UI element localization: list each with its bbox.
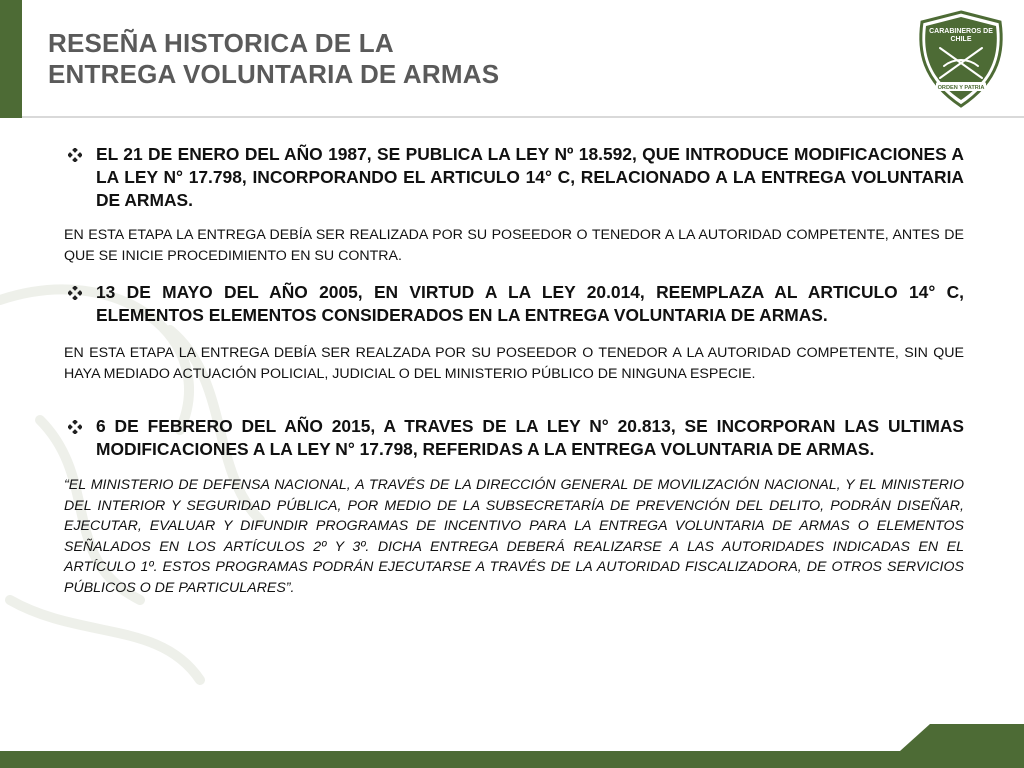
carabineros-shield-icon: [914, 10, 1008, 108]
logo-top-text-1: CARABINEROS DE: [929, 28, 993, 35]
footer-accent-bar: [0, 751, 1024, 768]
bullet-3-text: 6 DE FEBRERO DEL AÑO 2015, A TRAVES DE LA LEY N° 20.813, SE INCORPORAN LAS ULTIMAS MODIFICACIONES A LA LEY N° 17.798, REFERIDAS A LA ENTREGA VOLUNTARIA DE ARMAS.: [96, 416, 964, 459]
bullet-item-1: [64, 143, 964, 212]
page-title: [48, 28, 499, 90]
paragraph-1: EN ESTA ETAPA LA ENTREGA DEBÍA SER REALIZADA POR SU POSEEDOR O TENEDOR A LA AUTORIDAD COMPETENTE, ANTES DE QUE SE INICIE PROCEDIMIENTO EN SU CONTRA.: [64, 227, 964, 264]
footer-accent-slope: [900, 724, 930, 751]
main-content: [64, 143, 964, 598]
header-accent-bar: [0, 0, 22, 118]
diamond-bullet-icon: [68, 420, 82, 434]
bullet-2-text: 13 DE MAYO DEL AÑO 2005, EN VIRTUD A LA LEY 20.014, REEMPLAZA AL ARTICULO 14° C, ELEMENTOS ELEMENTOS CONSIDERADOS EN LA ENTREGA VOLUNTARIA DE ARMAS.: [96, 282, 964, 325]
bullet-1-text: EL 21 DE ENERO DEL AÑO 1987, SE PUBLICA LA LEY Nº 18.592, QUE INTRODUCE MODIFICACIONES A LA LEY N° 17.798, INCORPORANDO EL ARTICULO 14° C, RELACIONADO A LA ENTREGA VOLUNTARIA DE ARMAS.: [96, 144, 964, 210]
paragraph-2: EN ESTA ETAPA LA ENTREGA DEBÍA SER REALZADA POR SU POSEEDOR O TENEDOR A LA AUTORIDAD COMPETENTE, SIN QUE HAYA MEDIADO ACTUACIÓN POLICIAL, JUDICIAL O DEL MINISTERIO PÚBLICO DE NINGUNA ESPECIE.: [64, 345, 964, 382]
bullet-item-3: [64, 415, 964, 461]
diamond-bullet-icon: [68, 286, 82, 300]
page-title-line-1: RESEÑA HISTORICA DE LA: [48, 28, 394, 58]
diamond-bullet-icon: [68, 148, 82, 162]
header-divider: [22, 116, 1024, 118]
bullet-item-2: [64, 281, 964, 327]
page-title-line-2: ENTREGA VOLUNTARIA DE ARMAS: [48, 59, 500, 89]
legal-quote: “EL MINISTERIO DE DEFENSA NACIONAL, A TRAVÉS DE LA DIRECCIÓN GENERAL DE MOVILIZACIÓN NACIONAL, Y EL MINISTERIO DEL INTERIOR Y SEGURIDAD PÚBLICA, POR MEDIO DE LA SUBSECRETARÍA DE PREVENCIÓN DEL DELITO, PODRÁN DISEÑAR, EJECUTAR, EVALUAR Y DIFUNDIR PROGRAMAS DE INCENTIVO PARA LA ENTREGA VOLUNTARIA DE ARMAS O ELEMENTOS SEÑALADOS EN LOS ARTÍCULOS 2º Y 3º. DICHA ENTREGA DEBERÁ REALIZARSE A LAS AUTORIDADES INDICADAS EN EL ARTÍCULO 1º. ESTOS PROGRAMAS PODRÁN EJECUTARSE A TRAVÉS DE LA AUTORIDAD FISCALIZADORA, DE OTROS SERVICIOS PÚBLICOS O DE PARTICULARES”.: [64, 477, 964, 596]
logo-motto: ORDEN Y PATRIA: [937, 85, 985, 91]
logo-top-text-2: CHILE: [950, 36, 972, 43]
